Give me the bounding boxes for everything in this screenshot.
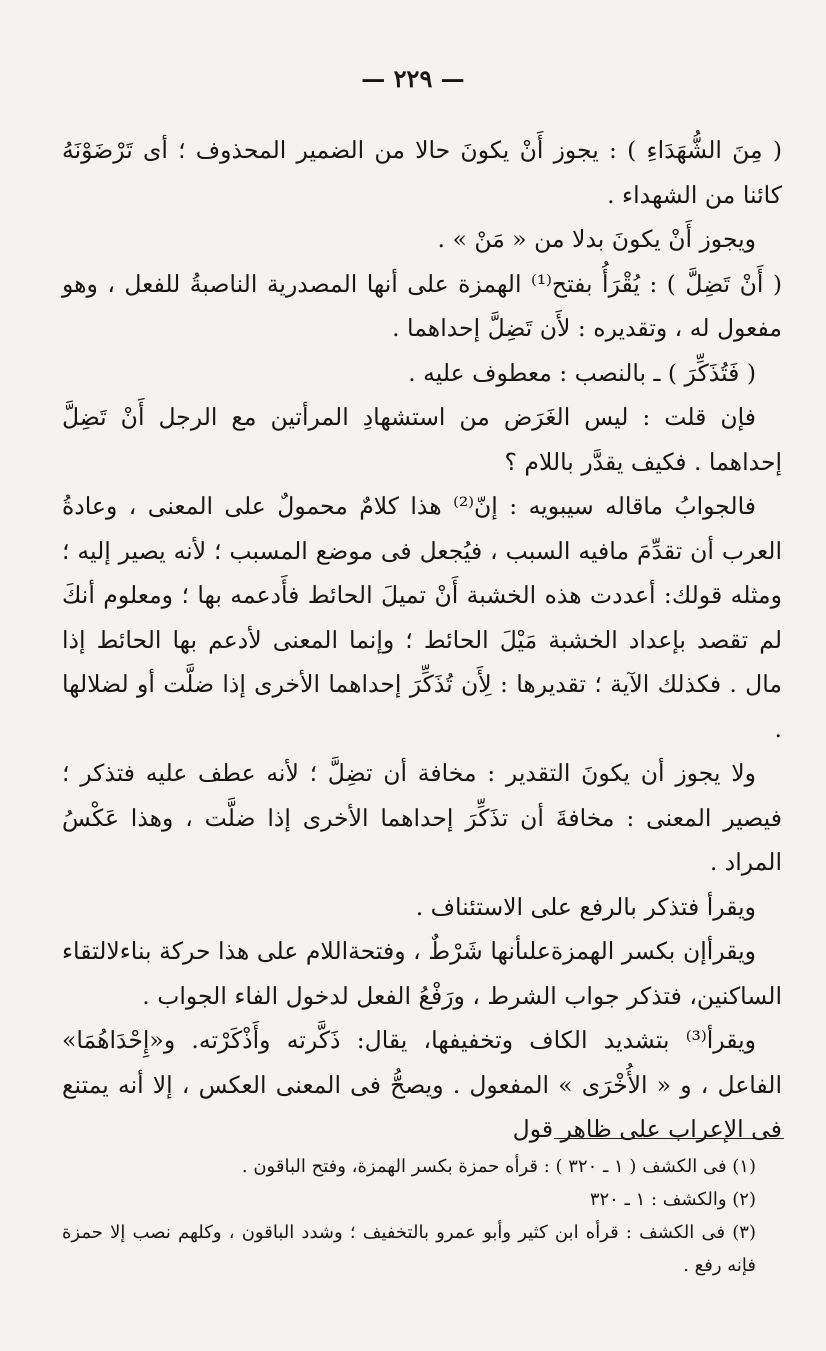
footnote: (٣) فى الكشف : قرأه ابن كثير وأبو عمرو بالتخفيف ؛ وشدد الباقون ، وكلهم نصب إلا حمزة فإنه رفع .	[62, 1222, 756, 1276]
paragraph: ( أَنْ تَضِلَّ ) : يُقْرَأُ بفتح⁽¹⁾ الهمزة على أنها المصدرية الناصبةُ للفعل ، وهو مفعول له ، وتقديره : لأَن تَضِلَّ إحداهما .	[62, 269, 782, 342]
footnote: (٢) والكشف : ١ ـ ٣٢٠	[589, 1189, 756, 1210]
footnotes	[62, 1150, 782, 1282]
footnote-divider	[554, 1138, 784, 1139]
paragraph: ( فَتُذَكِّرَ ) ـ بالنصب : معطوف عليه .	[408, 358, 756, 387]
main-text	[62, 128, 782, 1152]
paragraph: ويجوز أَنْ يكونَ بدلا من « مَنْ » .	[437, 225, 756, 253]
paragraph: فالجوابُ ماقاله سيبويه : إنّ⁽²⁾ هذا كلامٌ محمولٌ على المعنى ، وعادةُ العرب أن تقدِّمَ مافيه السبب ، فيُجعل فى موضع المسبب ؛ لأنه يصير إليه ؛ ومثله قولك: أعددت هذه الخشبة أَنْ تميلَ الحائط فأَدعمه بها ؛ ومعلوم أنكَ لم تقصد بإعداد الخشبة مَيْلَ الحائط ؛ وإنما المعنى لأدعم بها الحائط إذا مال . فكذلك الآية ؛ تقديرها : لِأَن تُذَكِّرَ إحداهما الأخرى إذا ضلَّت أو لضلالها .	[62, 492, 782, 743]
paragraph: ويقرأإن بكسر الهمزةعلىأنها شَرْطٌ ، وفتحةاللام على هذا حركة بناءلالتقاء الساكنين، فتذكر جواب الشرط ، ورَفْعُ الفعل لدخول الفاء الجواب .	[62, 937, 782, 1010]
paragraph: ولا يجوز أن يكونَ التقدير : مخافة أن تضِلَّ ؛ لأنه عطف عليه فتذكر ؛ فيصير المعنى : مخافةَ أن تذَكِّرَ إحداهما الأخرى إذا ضلَّت ، وهذا عَكْسُ المراد .	[62, 759, 782, 876]
paragraph: ويقرأ فتذكر بالرفع على الاستئناف .	[415, 892, 756, 921]
paragraph: ( مِنَ الشُّهَدَاءِ ) : يجوز أَنْ يكونَ حالا من الضمير المحذوف ؛ أى تَرْضَوْنَهُ كائنا من الشهداء .	[62, 136, 782, 209]
paragraph: ويقرأ⁽³⁾ بتشديد الكاف وتخفيفها، يقال: ذَكَّرته وأَذْكَرْته. و«إِحْدَاهُمَا» الفاعل ، و « الأُخْرَى » المفعول . ويصحُّ فى المعنى العكس ، إلا أنه يمتنع فى الإعراب على ظاهر قول	[62, 1026, 782, 1143]
page-number: — ٢٢٩ —	[361, 64, 465, 93]
paragraph: فإن قلت : ليس الغَرَض من استشهادِ المرأتين مع الرجل أَنْ تَضِلَّ إحداهما . فكيف يقدَّر باللام ؟	[62, 403, 782, 476]
footnote: (١) فى الكشف ( ١ ـ ٣٢٠ ) : قرأه حمزة بكسر الهمزة، وفتح الباقون .	[241, 1156, 756, 1177]
